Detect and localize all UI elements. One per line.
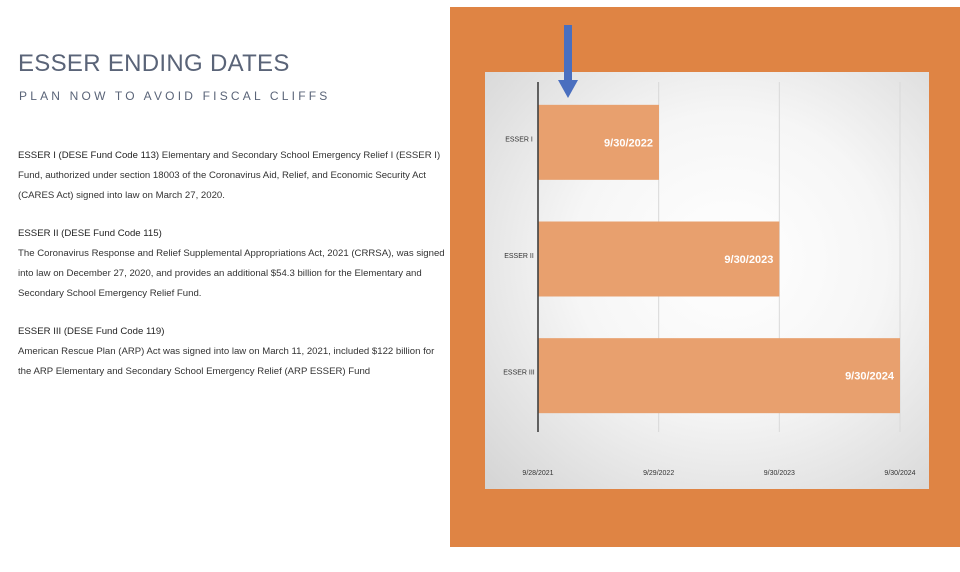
fund-descriptions bbox=[18, 146, 446, 400]
arrow-down-icon bbox=[558, 80, 578, 98]
esser-3-heading: ESSER III (DESE Fund Code 119) bbox=[18, 326, 165, 337]
bar-label-2: 9/30/2023 bbox=[724, 254, 774, 266]
x-tick-label-4: 9/30/2024 bbox=[884, 470, 916, 477]
bar-label-3: 9/30/2024 bbox=[845, 370, 894, 383]
slide-title: ESSER ENDING DATES bbox=[18, 50, 290, 77]
category-label-2: ESSER II bbox=[504, 253, 534, 260]
category-label-3: ESSER III bbox=[503, 369, 535, 377]
esser-3-text: American Rescue Plan (ARP) Act was signed into law on March 11, 2021, included $122 billion for the ARP Elementary and Secondary School Emergency Relief (ARP ESSER) Fund bbox=[18, 346, 435, 377]
x-tick-label-3: 9/30/2023 bbox=[763, 470, 795, 477]
esser-3-section bbox=[18, 322, 446, 382]
esser-2-text: The Coronavirus Response and Relief Supplemental Appropriations Act, 2021 (CRRSA), was signed into law on December 27, 2020, and provides an additional $54.3 billion for the Elementary and Secondary School Emergency Relief Fund. bbox=[18, 248, 445, 299]
slide-subtitle: PLAN NOW TO AVOID FISCAL CLIFFS bbox=[19, 89, 331, 103]
esser-2-section bbox=[18, 224, 446, 304]
chart-area bbox=[485, 72, 929, 489]
x-tick-label-2: 9/29/2022 bbox=[643, 470, 675, 477]
esser-1-section bbox=[18, 146, 446, 206]
x-tick-label-1: 9/28/2021 bbox=[522, 470, 554, 477]
esser-1-heading: ESSER I (DESE Fund Code 113) bbox=[18, 150, 160, 161]
category-label-1: ESSER I bbox=[505, 136, 533, 144]
arrow-shaft bbox=[564, 25, 572, 81]
esser-timeline-chart bbox=[485, 72, 929, 489]
esser-1-text: Elementary and Secondary School Emergency Relief I (ESSER I) Fund, authorized under section 18003 of the Coronavirus Aid, Relief, and Economic Security Act (CARES Act) signed into law on March 27, 2020. bbox=[18, 150, 441, 201]
esser-2-heading: ESSER II (DESE Fund Code 115) bbox=[18, 228, 162, 239]
bar-label-1: 9/30/2022 bbox=[604, 137, 653, 150]
